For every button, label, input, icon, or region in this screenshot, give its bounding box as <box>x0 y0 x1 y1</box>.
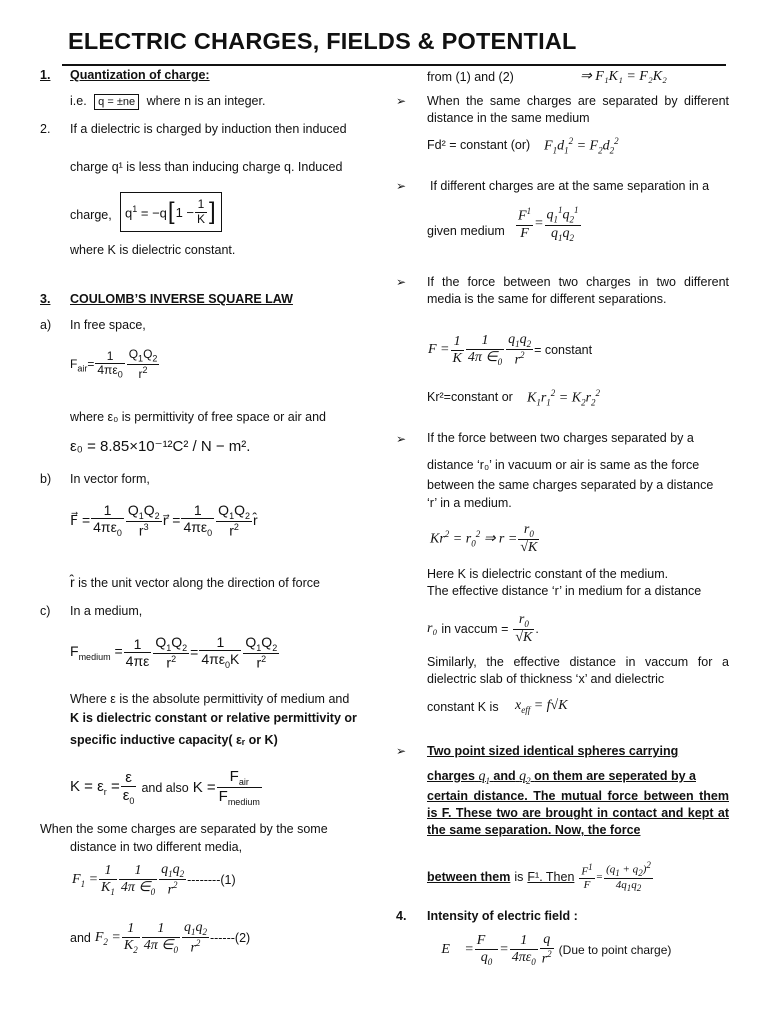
equation-2: and $F_2$ = $\frac{1}{K_2}$ $\frac{1}{4\pi \in_0}$ $\frac{q_1q_2}{r^2}$ ------(2) <box>70 920 251 956</box>
ie-label: i.e. <box>70 94 87 108</box>
kr2-equation: $K_1r_1^2 = K_2r_2^2$ <box>527 388 601 408</box>
coulomb-free-space-equation: $F_{air}=$ $\frac{1}{4\pi\varepsilon_0}$ $\frac{Q_1Q_2}{r^2}$ <box>70 347 158 381</box>
dielectric-constant-equation: $K = \varepsilon_r$ = $\frac{\varepsilon}{\varepsilon_0}$ and also K = $\frac{F_{air}}{F_{medium}}$ <box>70 768 260 808</box>
coulomb-vector-equation: F⃗ = $\frac{1}{4\pi\varepsilon_0}$ $\frac{Q_1Q_2}{r^3}$ r⃗ = $\frac{1}{4\pi\varepsilon_0}$ $\frac{Q_1Q_2}{r^2}$ r̂ <box>70 502 258 539</box>
separated-phrase: on them are seperated by a <box>534 769 696 783</box>
effective-distance-equation: $Kr^2 = r_0^2$ ⇒ r = $\frac{r_0}{√K}$ <box>430 522 538 556</box>
constant-label: = constant <box>534 343 593 358</box>
equation-1: $F_1$ = $\frac{1}{K_1}$ $\frac{1}{4\pi \in_0}$ $\frac{q_1q_2}{r^2}$ --------(1) <box>72 862 236 898</box>
fd2-equation: $F_1d_1^2 = F_2d_2^2$ <box>544 136 619 156</box>
in-vacuum-label: in vaccum = <box>441 622 509 637</box>
kr2-constant: Kr²=constant or <box>427 390 513 404</box>
bullet-arrow-icon: ➢ <box>396 275 407 289</box>
contact-force-line: between them is F¹. Then $\frac{F^1}{F}$ = $\frac{(q_1 + q_2)^2}{4q_1q_2}$ <box>427 860 651 894</box>
where-absolute-permittivity: Where ε is the absolute permittivity of medium and <box>70 692 350 706</box>
part-c-label: c) <box>40 604 51 618</box>
quantization-line <box>70 94 265 108</box>
then-phrase: F¹. Then <box>527 869 575 884</box>
quantization-formula: q = ±ne <box>94 94 139 110</box>
specific-inductive-capacity: specific inductive capacity( εᵣ or K) <box>70 733 278 747</box>
from-1-and-2: from (1) and (2) <box>427 70 514 84</box>
bullet-arrow-icon: ➢ <box>396 744 407 758</box>
equation-2-tag: ------(2) <box>209 931 251 946</box>
induction-line-4: where K is dielectric constant. <box>70 243 236 257</box>
is-word: is <box>514 869 524 884</box>
section-3-number: 3. <box>40 292 51 306</box>
section-4-heading: Intensity of electric field : <box>427 909 578 923</box>
effective-distance-line: The effective distance ‘r’ in medium for a distance <box>427 584 702 598</box>
identical-spheres-line-2: charges $q_1$ and $q_2$ on them are seperated by a <box>427 769 696 786</box>
section-2-number: 2. <box>40 122 51 136</box>
and-word: and <box>493 769 516 783</box>
section-1-number: 1. <box>40 68 51 82</box>
given-medium-label: given medium <box>427 224 505 238</box>
identical-spheres-line-3: certain distance. The mutual force between them is F. These two are brought in contact and kept at the same separation. Now, the force <box>427 789 729 837</box>
charges-word: charges <box>427 769 475 783</box>
x-eff-equation: $x_{eff} = f√K$ <box>515 698 568 715</box>
vacuum-medium-line-3: between the same charges separated by a distance <box>427 478 714 492</box>
field-intensity-line: ∴ E⃗ = $\frac{F⃗}{q_0}$ = $\frac{1}{4\pi\varepsilon_0}$ $\frac{q}{r^2}$ (Due to point charge) <box>427 932 672 967</box>
fd2-constant: Fd² = constant (or) <box>427 138 531 152</box>
induction-line-2: charge q¹ is less than inducing charge q. Induced <box>70 160 343 174</box>
bullet-arrow-icon: ➢ <box>396 94 407 108</box>
same-charges-line-1: When the some charges are separated by the some <box>40 822 328 836</box>
equation-1-tag: --------(1) <box>187 873 236 888</box>
same-charges-line-2: distance in two different media, <box>70 840 243 854</box>
epsilon-value: ε₀ = 8.85×10⁻¹²C² / N − m². <box>70 438 251 455</box>
quantization-tail: where n is an integer. <box>146 94 266 108</box>
page-title: ELECTRIC CHARGES, FIELDS & POTENTIAL <box>68 28 577 54</box>
slab-constant-label: constant K is <box>427 700 499 714</box>
between-them: between them <box>427 869 511 884</box>
slab-thickness-paragraph: Similarly, the effective distance in vaccum for a dielectric slab of thickness ‘x’ and dielectric <box>427 655 729 686</box>
r0-symbol: r₀ <box>427 621 438 637</box>
induced-charge-equation: $q^1 = -q$ [ 1 − $\frac{1}{K}$ ] <box>120 192 222 232</box>
section-4-number: 4. <box>396 909 407 923</box>
section-3-heading: COULOMB’S INVERSE SQUARE LAW <box>70 292 293 306</box>
title-rule <box>62 64 726 66</box>
charge-ratio-equation: $\frac{F^1}{F}$ = $\frac{q_1^1q_2^1}{q_1q_2}$ <box>518 205 579 243</box>
coulomb-medium-equation: $F_{medium}$ = $\frac{1}{4\pi\varepsilon}$ $\frac{Q_1Q_2}{r^2}$ = $\frac{1}{4\pi\varepsilon_0K}$ $\frac{Q_1Q_2}{r^2}$ <box>70 634 278 671</box>
induction-line-3: charge, <box>70 208 112 222</box>
from-result-equation: ⇒ F₁K₁ = F₂K₂ <box>580 69 667 84</box>
where-permittivity: where ε₀ is permittivity of free space or air and <box>70 410 326 424</box>
dielectric-note: Here K is dielectric constant of the medium. <box>427 567 669 581</box>
different-charges-line: If different charges are at the same separation in a <box>430 179 710 193</box>
vacuum-medium-line-4: ‘r’ in a medium. <box>427 496 512 510</box>
same-medium-paragraph: When the same charges are separated by different distance in the same medium <box>427 94 729 125</box>
part-b-text: In vector form, <box>70 472 150 486</box>
vacuum-medium-line-2: distance ‘r₀’ in vacuum or air is same as the force <box>427 458 700 472</box>
part-a-text: In free space, <box>70 318 146 332</box>
vacuum-distance-line: r₀ in vaccum = $\frac{r_0}{√K}$ . <box>427 612 539 646</box>
point-charge-note: (Due to point charge) <box>558 942 672 957</box>
unit-vector-line: r̂ is the unit vector along the direction of force <box>70 574 320 590</box>
and-label: and <box>70 931 91 946</box>
induction-line-1: If a dielectric is charged by induction then induced <box>70 122 347 136</box>
part-a-label: a) <box>40 318 52 332</box>
identical-spheres-line-1: Two point sized identical spheres carrying <box>427 744 679 758</box>
different-media-paragraph: If the force between two charges in two different media is the same for different separations. <box>427 275 729 306</box>
part-c-text: In a medium, <box>70 604 143 618</box>
bullet-arrow-icon: ➢ <box>396 179 407 193</box>
constant-force-equation: F = $\frac{1}{K}$ $\frac{1}{4\pi \in_0}$ $\frac{q_1q_2}{r^2}$ = constant <box>428 332 593 368</box>
part-b-label: b) <box>40 472 52 486</box>
bullet-arrow-icon: ➢ <box>396 432 407 446</box>
vacuum-medium-line-1: If the force between two charges separated by a <box>427 431 694 445</box>
section-1-heading: Quantization of charge: <box>70 68 210 82</box>
unit-vector-text: is the unit vector along the direction of force <box>78 576 320 590</box>
dielectric-constant-definition: K is dielectric constant or relative permittivity or <box>70 711 357 725</box>
